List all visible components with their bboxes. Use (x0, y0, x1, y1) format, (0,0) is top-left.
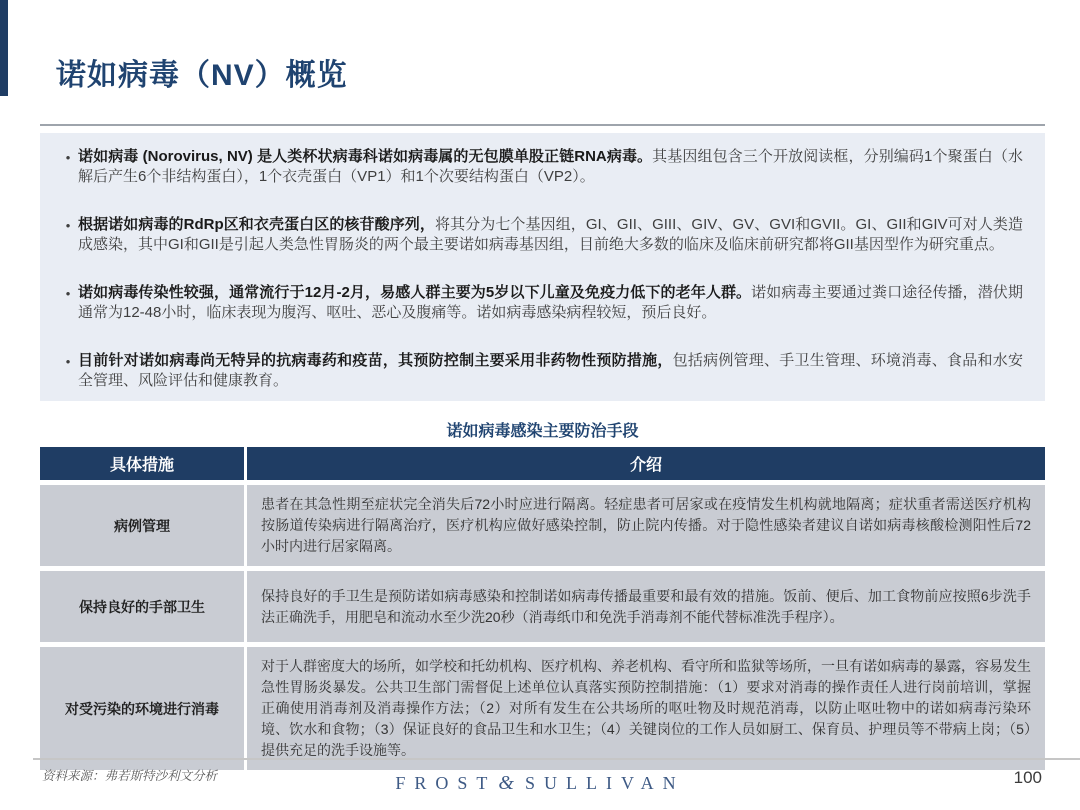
title-divider (40, 124, 1045, 126)
table-cell-description: 保持良好的手卫生是预防诺如病毒感染和控制诺如病毒传播最重要和最有效的措施。饭前、便后、加工食物前应按照6步洗手法正确洗手，用肥皂和流动水至少洗20秒（消毒纸巾和免洗手消毒剂不能代替标准洗手程序）。 (247, 571, 1045, 642)
table-header-row (40, 447, 1045, 480)
table-header-description: 介绍 (247, 447, 1045, 480)
overview-bullet-panel (40, 133, 1045, 401)
bullet-prevention (58, 351, 1023, 391)
table-cell-measure: 保持良好的手部卫生 (40, 571, 244, 642)
bullet-virus-definition (58, 147, 1023, 187)
bullet-rest: 包括病例管理、手卫生管理、环境消毒、食品和水安全管理、风险评估和健康教育。 (78, 352, 1023, 390)
bullet-rest: 将其分为七个基因组，GI、GII、GIII、GIV、GV、GVI和GVII。GI、GII和GIV可对人类造成感染，其中GI和GII是引起人类急性胃肠炎的两个最主要诺如病毒基因组，目前绝大多数的临床及临床前研究都将GII基因型作为研究重点。 (78, 216, 1024, 253)
measures-table (40, 447, 1045, 770)
bullet-text (78, 351, 1023, 391)
table-cell-measure: 病例管理 (40, 485, 244, 566)
table-title: 诺如病毒感染主要防治手段 (446, 423, 639, 440)
bullet-bold-lead: 根据诺如病毒的RdRp区和衣壳蛋白区的核苷酸序列， (78, 216, 435, 234)
bullet-genogroups (58, 215, 1023, 255)
table-header-measure: 具体措施 (40, 447, 244, 480)
table-row (40, 647, 1045, 770)
frost-sullivan-logo (0, 772, 1080, 795)
logo-sullivan: SULLIVAN (524, 773, 685, 793)
table-row (40, 571, 1045, 642)
bullet-marker: • (65, 354, 71, 370)
bullet-text (78, 215, 1023, 255)
page-title: 诺如病毒（NV）概览 (56, 59, 348, 92)
bullet-rest: 其基因组包含三个开放阅读框，分别编码1个聚蛋白（水解后产生6个非结构蛋白），1个衣壳蛋白（VP1）和1个次要结构蛋白（VP2）。 (78, 148, 1023, 185)
logo-ampersand: & (498, 772, 523, 794)
table-cell-description: 患者在其急性期至症状完全消失后72小时应进行隔离。轻症患者可居家或在疫情发生机构就地隔离；症状重者需送医疗机构按肠道传染病进行隔离治疗，医疗机构应做好感染控制，防止院内传播。对于隐性感染者建议自诺如病毒核酸检测阳性后72小时内进行居家隔离。 (247, 485, 1045, 566)
footer-divider (33, 758, 1080, 760)
bullet-text (78, 147, 1023, 187)
bullet-bold-lead: 诺如病毒传染性较强，通常流行于12月-2月，易感人群主要为5岁以下儿童及免疫力低下的老年人群。 (78, 284, 752, 302)
bullet-bold-lead: 目前针对诺如病毒尚无特异的抗病毒药和疫苗，其预防控制主要采用非药物性预防措施， (78, 352, 673, 370)
bullet-text (78, 283, 1023, 323)
table-cell-description: 对于人群密度大的场所，如学校和托幼机构、医疗机构、养老机构、看守所和监狱等场所，一旦有诺如病毒的暴露，容易发生急性胃肠炎暴发。公共卫生部门需督促上述单位认真落实预防控制措施：（1）要求对消毒的操作责任人进行岗前培训，掌握正确使用消毒剂及消毒操作方法；（2）对所有发生在公共场所的呕吐物及时规范消毒，以防止呕吐物中的诺如病毒污染环境、饮水和食物；（3）保证良好的食品卫生和水卫生；（4）关键岗位的工作人员如厨工、保育员、护理员等不带病上岗；（5）提供充足的洗手设施等。 (247, 647, 1045, 770)
bullet-marker: • (65, 218, 71, 234)
table-row (40, 485, 1045, 566)
page-number: 100 (1013, 768, 1042, 787)
title-accent-bar (0, 0, 8, 96)
bullet-rest: 诺如病毒主要通过粪口途径传播，潜伏期通常为12-48小时，临床表现为腹泻、呕吐、恶心及腹痛等。诺如病毒感染病程较短，预后良好。 (78, 284, 1023, 322)
table-cell-measure: 对受污染的环境进行消毒 (40, 647, 244, 770)
logo-frost: FROST (395, 773, 497, 793)
bullet-marker: • (65, 286, 71, 302)
bullet-marker: • (65, 150, 71, 165)
source-note: 资料来源：弗若斯特沙利文分析 (42, 769, 218, 783)
bullet-transmission (58, 283, 1023, 323)
bullet-bold-lead: 诺如病毒 (Norovirus, NV) 是人类杯状病毒科诺如病毒属的无包膜单股正链RNA病毒。 (78, 148, 653, 165)
